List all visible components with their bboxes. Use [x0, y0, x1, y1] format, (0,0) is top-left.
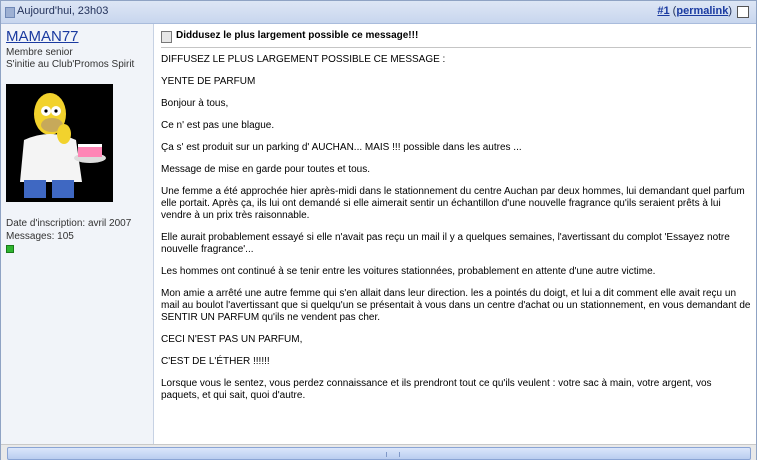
post-header — [1, 1, 756, 24]
message-paragraph: C'EST DE L'ÉTHER !!!!!! — [161, 356, 270, 367]
post-select-checkbox[interactable] — [737, 6, 749, 18]
message-body — [161, 54, 751, 412]
horizontal-scrollbar[interactable] — [1, 444, 756, 460]
post-icon — [5, 7, 15, 18]
message-paragraph: Lorsque vous le sentez, vous perdez connaissance et ils prendront tout ce qu'ils veulent : votre sac à main, votre argent, vos paquets, et qui sait, quoi d'autre. — [161, 378, 712, 401]
message-count: Messages: 105 — [6, 231, 74, 242]
user-rank: S'initie au Club'Promos Spirit — [6, 59, 135, 70]
message-paragraph: Elle aurait probablement essayé si elle n'avait pas reçu un mail il y a quelques semaines, l'avertissant du complot 'Essayez notre nouvelle fragrance'... — [161, 232, 730, 255]
join-date: Date d'inscription: avril 2007 — [6, 218, 132, 229]
message-icon — [161, 31, 172, 43]
message-paragraph: DIFFUSEZ LE PLUS LARGEMENT POSSIBLE CE MESSAGE : — [161, 54, 446, 65]
message-paragraph: Ce n' est pas une blague. — [161, 120, 275, 131]
message-paragraph: Message de mise en garde pour toutes et tous. — [161, 164, 371, 175]
post-date: Aujourd'hui, 23h03 — [17, 5, 109, 17]
message-paragraph: Mon amie a arrêté une autre femme qui s'en allait dans leur direction. les a pointés du doigt, et lui a dit comment elle avait reçu un mail au boulot l'avertissant que si quelqu'un se présentait à vous dans un centre d'achat ou un stationnement, en vous demandant de SENTIR UN PARFUM qu'ils ne vendent pas cher. — [161, 288, 751, 323]
user-title: Membre senior — [6, 47, 73, 58]
username-link[interactable]: MAMAN77 — [6, 28, 79, 45]
message-paragraph: Les hommes ont continué à se tenir entre les voitures stationnées, probablement en attente d'une autre victime. — [161, 266, 656, 277]
message-paragraph: Ça s' est produit sur un parking d' AUCHAN... MAIS !!! possible dans les autres ... — [161, 142, 522, 153]
message-paragraph: Bonjour à tous, — [161, 98, 229, 109]
avatar — [6, 84, 113, 202]
message-paragraph: CECI N'EST PAS UN PARFUM, — [161, 334, 303, 345]
message-paragraph: YENTE DE PARFUM — [161, 76, 256, 87]
message-paragraph: Une femme a été approchée hier après-midi dans le stationnement du centre Auchan par deux hommes, lui demandant quel parfum elle portait. Après ça, ils lui ont demandé si elle aimerait sentir un échantillon d'une nouvelle fragrance qu'ils seraient prêts à lui vendre à un prix très raisonnable. — [161, 186, 745, 221]
scrollbar-thumb[interactable] — [7, 447, 751, 460]
avatar-image — [6, 84, 113, 202]
user-info-panel — [1, 24, 154, 444]
permalink-link[interactable]: permalink — [676, 5, 729, 17]
message-panel — [154, 24, 756, 444]
post-number: #1 (permalink) — [657, 5, 732, 17]
scrollbar-grip-icon — [386, 452, 400, 457]
message-divider — [161, 47, 751, 48]
online-status-icon — [6, 245, 14, 253]
post-number-link[interactable]: #1 — [657, 5, 670, 17]
message-title: Diddusez le plus largement possible ce message!!! — [176, 30, 419, 41]
